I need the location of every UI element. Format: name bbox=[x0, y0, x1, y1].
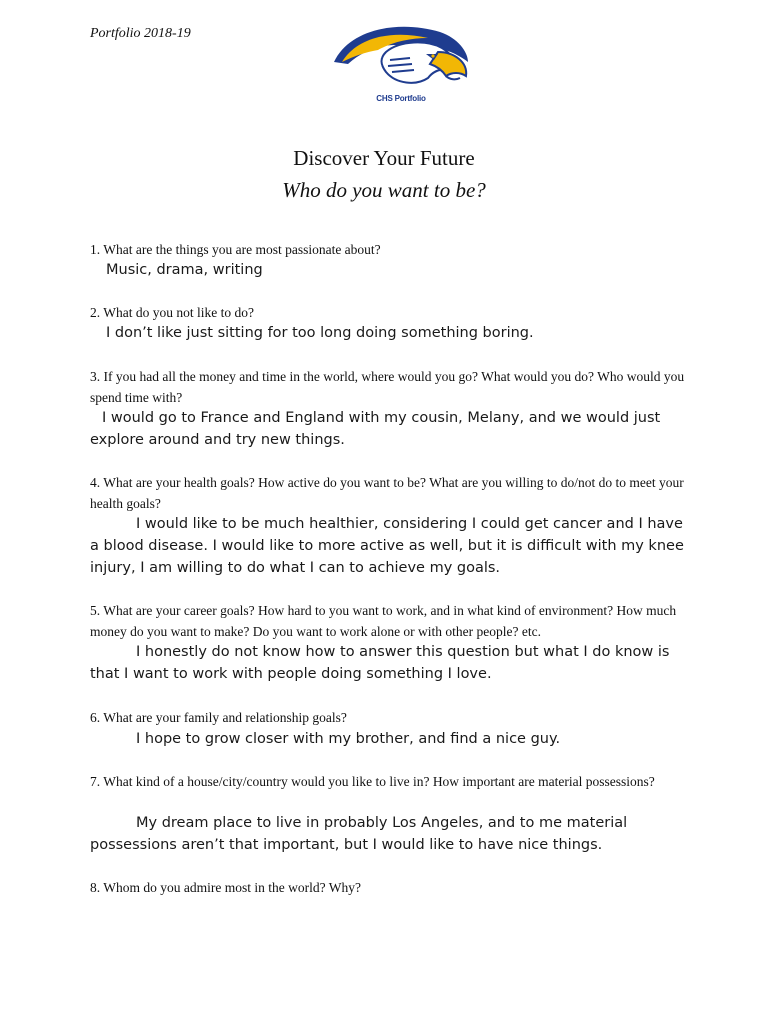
page-subtitle: Who do you want to be? bbox=[282, 178, 486, 202]
question-7: 7. What kind of a house/city/country would you like to live in? How important are material possessions? bbox=[90, 774, 655, 789]
portfolio-label: Portfolio 2018-19 bbox=[90, 26, 191, 41]
question-1: 1. What are the things you are most passionate about? bbox=[90, 242, 381, 257]
page-title: Discover Your Future bbox=[293, 146, 475, 170]
answer-4: I would like to be much healthier, considering I could get cancer and I have a blood disease. I would like to more active as well, but it is difficult with my knee injury, I am willing to do what I can to achieve my goals. bbox=[90, 516, 684, 576]
answer-2: I don’t like just sitting for too long doing something boring. bbox=[106, 325, 534, 341]
answer-3: I would go to France and England with my cousin, Melany, and we would just explore around and try new things. bbox=[90, 410, 661, 448]
question-3: 3. If you had all the money and time in the world, where would you go? What would you do? Who would you spend time with? bbox=[90, 369, 685, 405]
answer-5: I honestly do not know how to answer this question but what I do know is that I want to work with people doing something I love. bbox=[90, 644, 670, 682]
question-2: 2. What do you not like to do? bbox=[90, 305, 254, 320]
logo-caption: CHS Portfolio bbox=[376, 94, 426, 103]
answer-6: I hope to grow closer with my brother, and find a nice guy. bbox=[136, 731, 561, 747]
eagle-mascot-logo bbox=[330, 22, 472, 92]
school-logo bbox=[330, 22, 472, 118]
question-4: 4. What are your health goals? How active do you want to be? What are you willing to do/not do to meet your health goals? bbox=[90, 475, 684, 511]
question-6: 6. What are your family and relationship goals? bbox=[90, 710, 347, 725]
question-8: 8. Whom do you admire most in the world? Why? bbox=[90, 880, 361, 895]
answer-1: Music, drama, writing bbox=[106, 262, 263, 278]
answer-7: My dream place to live in probably Los Angeles, and to me material possessions aren’t that important, but I would like to have nice things. bbox=[90, 815, 628, 853]
question-5: 5. What are your career goals? How hard to you want to work, and in what kind of environment? How much money do you want to make? Do you want to work alone or with other people? etc. bbox=[90, 603, 677, 639]
